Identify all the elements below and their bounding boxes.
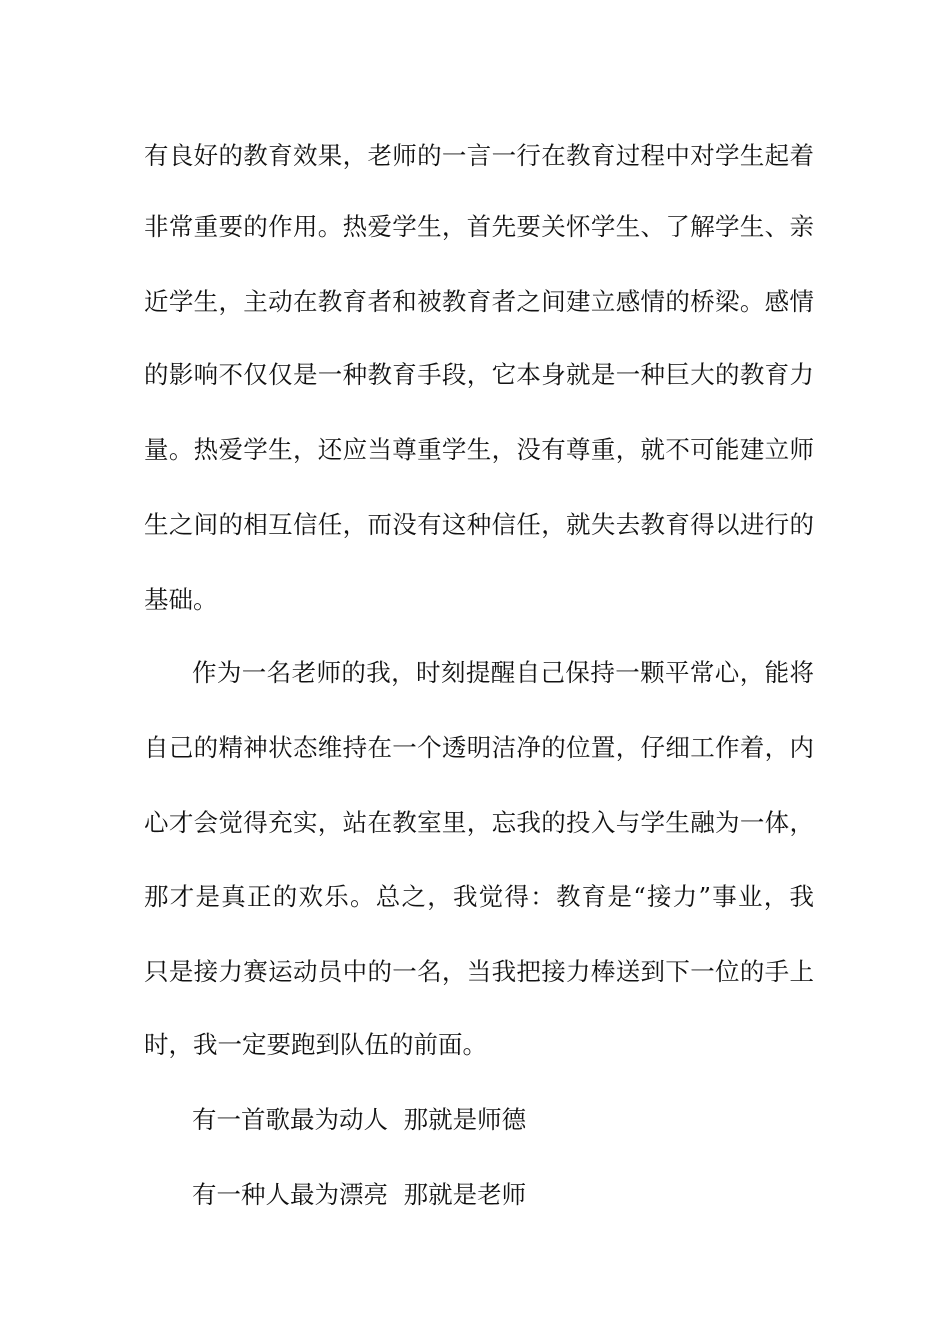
paragraph-line: 近学生，主动在教育者和被教育者之间建立感情的桥梁。感情 (144, 287, 814, 316)
paragraph-line: 自己的精神状态维持在一个透明洁净的位置，仔细工作着，内 (144, 733, 814, 762)
paragraph-line: 的影响不仅仅是一种教育手段，它本身就是一种巨大的教育力 (144, 360, 814, 389)
verse-line: 有一首歌最为动人 那就是师德 (192, 1105, 527, 1134)
paragraph-line: 生之间的相互信任，而没有这种信任，就失去教育得以进行的 (144, 510, 814, 539)
paragraph-line: 有良好的教育效果，老师的一言一行在教育过程中对学生起着 (144, 141, 814, 170)
verse-line: 有一种人最为漂亮 那就是老师 (192, 1180, 527, 1209)
paragraph-line: 作为一名老师的我，时刻提醒自己保持一颗平常心，能将 (192, 658, 814, 687)
paragraph-line: 那才是真正的欢乐。总之，我觉得：教育是“接力”事业，我 (144, 882, 814, 911)
paragraph-line: 非常重要的作用。热爱学生，首先要关怀学生、了解学生、亲 (144, 212, 814, 241)
paragraph-line: 只是接力赛运动员中的一名，当我把接力棒送到下一位的手上 (144, 957, 814, 986)
paragraph-line: 心才会觉得充实，站在教室里，忘我的投入与学生融为一体， (144, 808, 814, 837)
paragraph-line: 时，我一定要跑到队伍的前面。 (144, 1030, 487, 1059)
paragraph-line: 基础。 (144, 585, 218, 614)
paragraph-line: 量。热爱学生，还应当尊重学生，没有尊重，就不可能建立师 (144, 435, 814, 464)
